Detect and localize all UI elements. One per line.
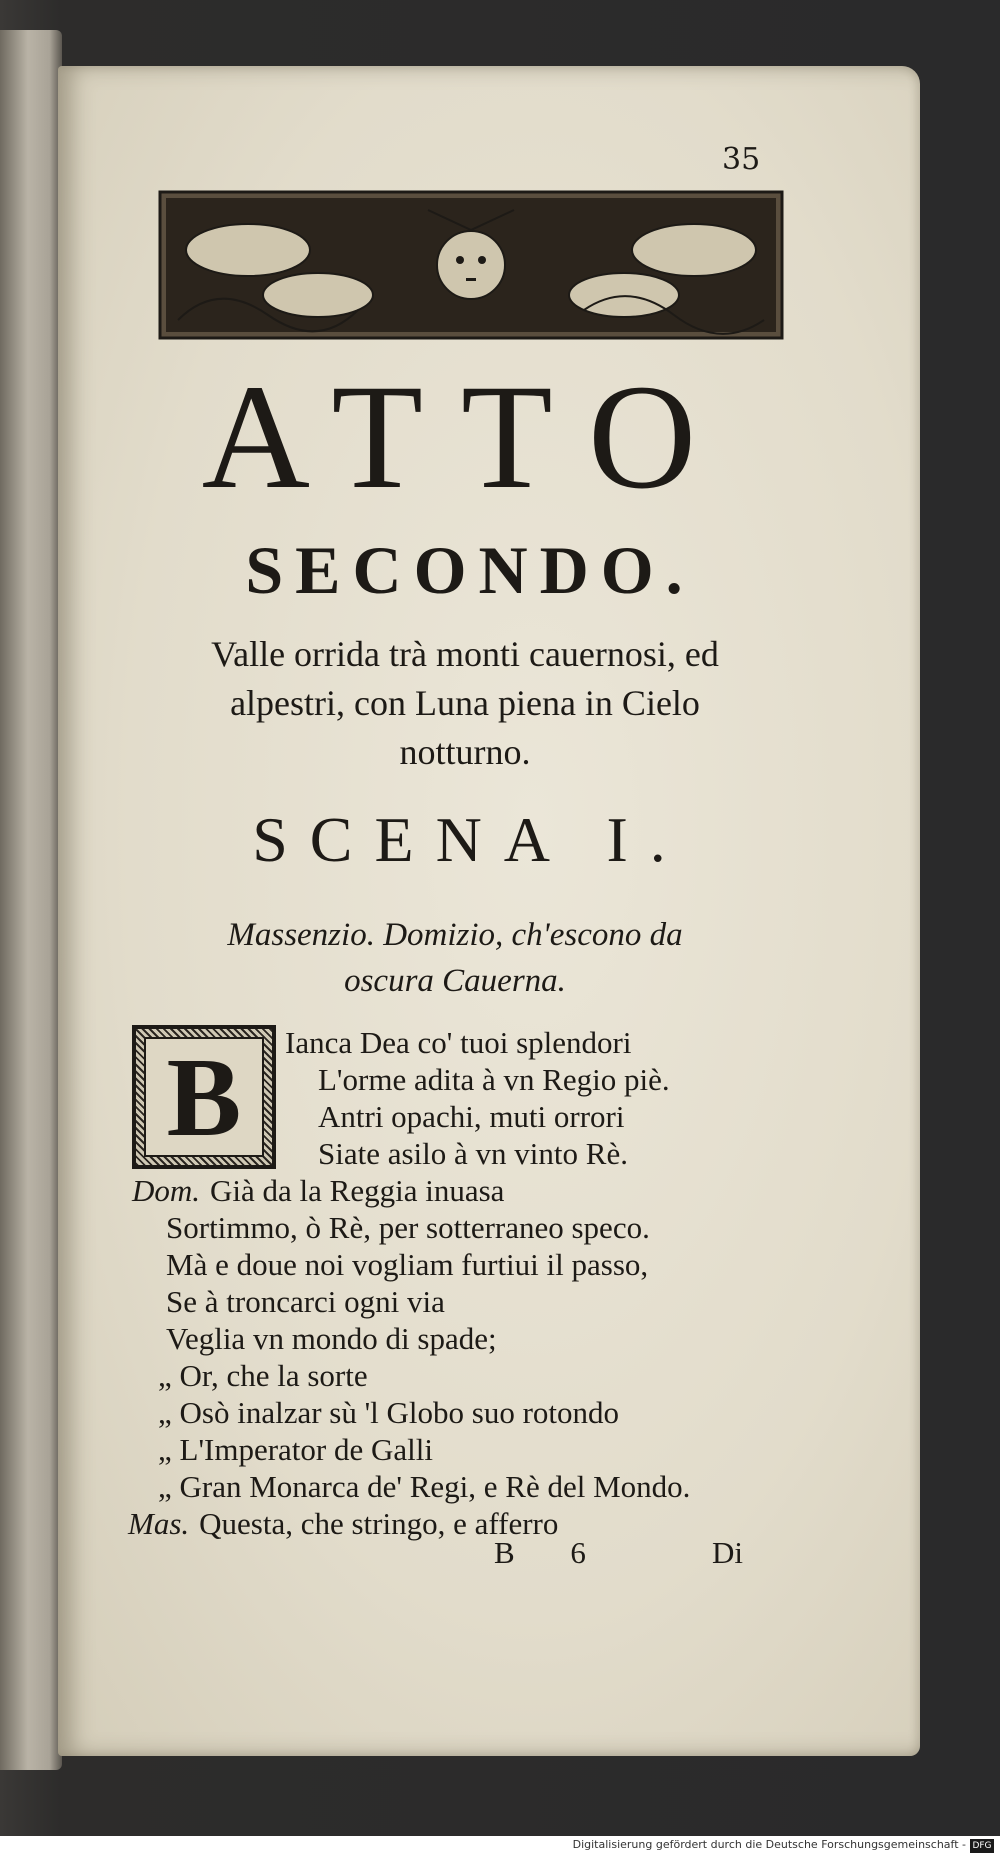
act-subtitle: SECONDO.	[245, 532, 695, 608]
verse-text: „ Or, che la sorte	[158, 1358, 368, 1393]
characters-line-text: oscura Cauerna.	[344, 963, 566, 999]
dfg-logo: DFG	[970, 1839, 994, 1853]
verse-text: „ Gran Monarca de' Regi, e Rè del Mondo.	[158, 1469, 691, 1504]
verse-text: Sortimmo, ò Rè, per sotterraneo speco.	[166, 1210, 650, 1245]
signature-mark: B 6	[494, 1535, 610, 1570]
verse-line	[285, 1024, 631, 1061]
setting-line: Valle orrida trà monti cauernosi, ed	[211, 634, 719, 674]
speaker-label: Dom.	[132, 1173, 201, 1208]
verse-line	[166, 1283, 445, 1320]
verse-text: Ianca Dea co' tuoi splendori	[285, 1025, 632, 1060]
verse-line	[166, 1209, 650, 1246]
footer-credit: Digitalisierung gefördert durch die Deutsche Forschungsgemeinschaft -	[572, 1838, 966, 1851]
verse-line	[158, 1357, 368, 1394]
verse-line	[158, 1431, 433, 1468]
speaker-label: Mas.	[128, 1506, 190, 1541]
verse-line	[158, 1394, 619, 1431]
verse-line	[318, 1061, 670, 1098]
characters-line	[130, 912, 780, 1004]
verse-line	[318, 1135, 628, 1172]
verse-line	[318, 1098, 625, 1135]
verse-text: Già da la Reggia inuasa	[210, 1173, 505, 1208]
verse-line	[132, 1172, 504, 1209]
verse-line	[166, 1320, 497, 1357]
verse-text: „ L'Imperator de Galli	[158, 1432, 433, 1467]
verse-text: L'orme adita à vn Regio piè.	[318, 1062, 670, 1097]
verse-line	[166, 1246, 648, 1283]
drop-cap-letter: B	[144, 1037, 264, 1157]
verse-text: Se à troncarci ogni via	[166, 1284, 445, 1319]
catchword: Di	[712, 1535, 743, 1570]
left-page-edge	[0, 30, 62, 1770]
verse-text: „ Osò inalzar sù 'l Globo suo rotondo	[158, 1395, 620, 1430]
verse-text: Questa, che stringo, e afferro	[199, 1506, 559, 1541]
scene-heading: SCENA I.	[252, 804, 688, 875]
setting-line: notturno.	[399, 732, 531, 772]
page-number: 35	[722, 142, 761, 177]
drop-cap-frame	[132, 1025, 276, 1169]
footer-bar	[0, 1836, 1000, 1857]
verse-text: Veglia vn mondo di spade;	[166, 1321, 497, 1356]
verse-text: Siate asilo à vn vinto Rè.	[318, 1136, 628, 1171]
verse-text: Mà e doue noi vogliam furtiui il passo,	[166, 1247, 649, 1282]
characters-line-text: Massenzio. Domizio, ch'escono da	[227, 917, 683, 953]
act-title: ATTO	[201, 354, 735, 520]
headpiece-ornament	[158, 190, 784, 340]
verse-text: Antri opachi, muti orrori	[318, 1099, 625, 1134]
verse-line	[158, 1468, 690, 1505]
scene-setting	[120, 630, 810, 777]
setting-line: alpestri, con Luna piena in Cielo	[230, 683, 700, 723]
